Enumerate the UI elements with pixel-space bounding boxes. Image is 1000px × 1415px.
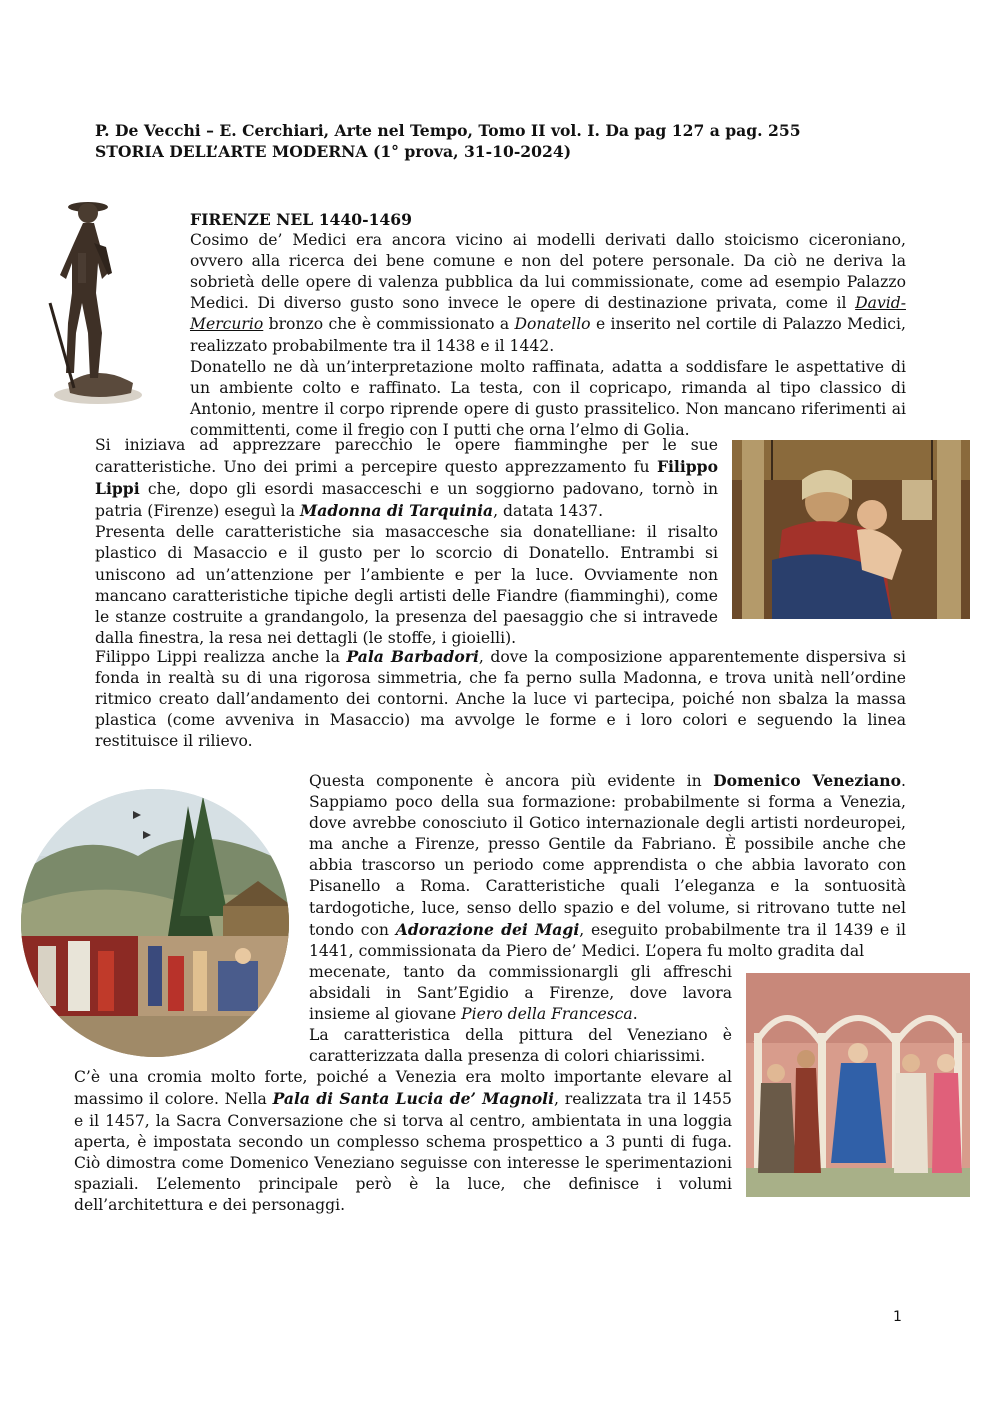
artist-name-domenico-veneziano: Domenico Veneziano: [713, 771, 902, 790]
header-line-1: P. De Vecchi – E. Cerchiari, Arte nel Tempo, Tomo II vol. I. Da pag 127 a pag. 255: [95, 121, 801, 140]
page-number: 1: [893, 1309, 902, 1325]
section-2-text-full: [95, 646, 906, 752]
paragraph: Filippo Lippi realizza anche la Pala Barbadori, dove la composizione apparentemente dispersiva si fonda in realtà su di una rigorosa simmetria, che fa perno sulla Madonna, e trova unità nell’ordine ritmico creato dall’andamento dei contorni. Anche la luce vi partecipa, poiché non sbalza la massa plastica (come avveniva in Masaccio) ma avvolge le forme e i loro colori e seguendo la linea restituisce il rilievo.: [95, 647, 906, 751]
work-title-david-mercurio: David-Mercurio: [190, 294, 906, 334]
document-header: [95, 120, 915, 162]
paragraph: Si iniziava ad apprezzare parecchio le opere fiamminghe per le sue caratteristiche. Uno dei primi a percepire questo apprezzamento fu Filippo Lippi che, dopo gli esordi masacceschi e un soggiorno padovano, tornò in patria (Firenze) eseguì la Madonna di Tarquinia, datata 1437.: [95, 436, 718, 521]
paragraph: Cosimo de’ Medici era ancora vicino ai modelli derivati dallo stoicismo ciceroniano, ovvero alla ricerca dei bene comune e non del potere personale. Da ciò ne deriva la sobrietà delle opere di valenza pubblica da lui commissionate, come ad esempio Palazzo Medici. Di diverso gusto sono invece le opere di destinazione privata, come il David-Mercurio bronzo che è commissionato a Donatello e inserito nel cortile di Palazzo Medici, realizzato probabilmente tra il 1438 e il 1442.: [190, 231, 906, 355]
header-line-2: STORIA DELL’ARTE MODERNA (1° prova, 31-10-2024): [95, 142, 572, 161]
work-title-pala-barbadori: Pala Barbadori: [346, 647, 479, 666]
section-2-text-wrap: [95, 435, 718, 649]
david-mercurio-sculpture-image: [28, 183, 158, 408]
section-3-text: Questa componente è ancora più evidente in Domenico Veneziano. Sappiamo poco della sua formazione: probabilmente si forma a Venezia, dove avrebbe conosciuto il Gotico internazionale degli artisti nordeuropei, ma anche a Firenze, presso Gentile da Fabriano. È possibile anche che abbia trascorso un periodo come apprendista o che abbia lavorato con Pisanello a Roma. Caratteristiche quali l’eleganza e la sontuosità tardogotiche, luce, senso dello spazio e del volume, si ritrovano tutte nel tondo con Adorazione dei Magi, eseguito probabilmente tra il 1439 e il 1441, commissionata da Piero de’ Medici. L’opera fu molto gradita dal mecenate, tanto da commissionargli gli affreschi absidali in Sant’Egidio a Firenze, dove lavora insieme al giovane Piero della Francesca. La caratteristica della pittura del Veneziano è caratterizzata dalla presenza di colori chiarissimi. C’è una cromia molto forte, poiché a Venezia era molto importante elevare al massimo il colore. Nella Pala di Santa Lucia de’ Magnoli, realizzata tra il 1455 e il 1457, la Sacra Conversazione che si torva al centro, ambientata in una loggia aperta, è impostata secondo un complesso schema prospettico a 3 punti di fuga. Ciò dimostra come Domenico Veneziano seguisse con interesse le sperimentazioni spaziali. L’elemento principale però è la luce, che definisce i volumi dell’architettura e dei personaggi.: [74, 771, 906, 1214]
artist-name-filippo-lippi: Filippo Lippi: [95, 457, 718, 499]
madonna-di-tarquinia-image: [732, 440, 970, 619]
work-title-madonna-di-tarquinia: Madonna di Tarquinia: [300, 501, 494, 521]
artist-name-donatello: Donatello: [514, 315, 591, 334]
paragraph: Donatello ne dà un’interpretazione molto raffinata, adatta a soddisfare le aspettative di un ambiente colto e raffinato. La testa, con il copricapo, rimanda al tipo classico di Antonio, mentre il corpo riprende opere di gusto prassitelico. Non mancano riferimenti ai committenti, come il fregio con I putti che orna l’elmo di Golia.: [190, 357, 906, 439]
artist-name-piero-della-francesca: Piero della Francesca: [461, 1005, 633, 1024]
paragraph: Presenta delle caratteristiche sia masaccesche sia donatelliane: il risalto plastico di Masaccio e il gusto per lo scorcio di Donatello. Entrambi si uniscono ad un’attenzione per l’ambiente e per la luce. Ovviamente non mancano caratteristiche tipiche degli artisti delle Fiandre (fiamminghi), come le stanze costruite a grandangolo, la presenza del paesaggio che si intravede dalla finestra, la resa nei dettagli (le stoffe, i gioielli).: [95, 523, 718, 647]
work-title-pala-di-santa-lucia: Pala di Santa Lucia de’ Magnoli: [272, 1089, 555, 1109]
work-title-adorazione-dei-magi: Adorazione dei Magi: [395, 919, 580, 939]
paragraph: Sappiamo poco della sua formazione: probabilmente si forma a Venezia, dove avrebbe conosciuto il Gotico internazionale degli artisti nordeuropei, ma anche a Firenze, presso Gentile da Fabriano. È possibile anche che abbia trascorso un periodo come apprendista o che abbia lavorato con Pisanello a Roma. Caratteristiche quali l’eleganza e la sontuosità tardogotiche, luce, senso dello spazio e del volume, si ritrovano tutte nel tondo con Adorazione dei Magi, eseguito probabilmente tra il 1439 e il 1441, commissionata da Piero de’ Medici. L’opera fu molto gradita dal: [309, 793, 906, 960]
section-1-text: [190, 209, 906, 441]
section-title: FIRENZE NEL 1440-1469: [190, 210, 412, 229]
